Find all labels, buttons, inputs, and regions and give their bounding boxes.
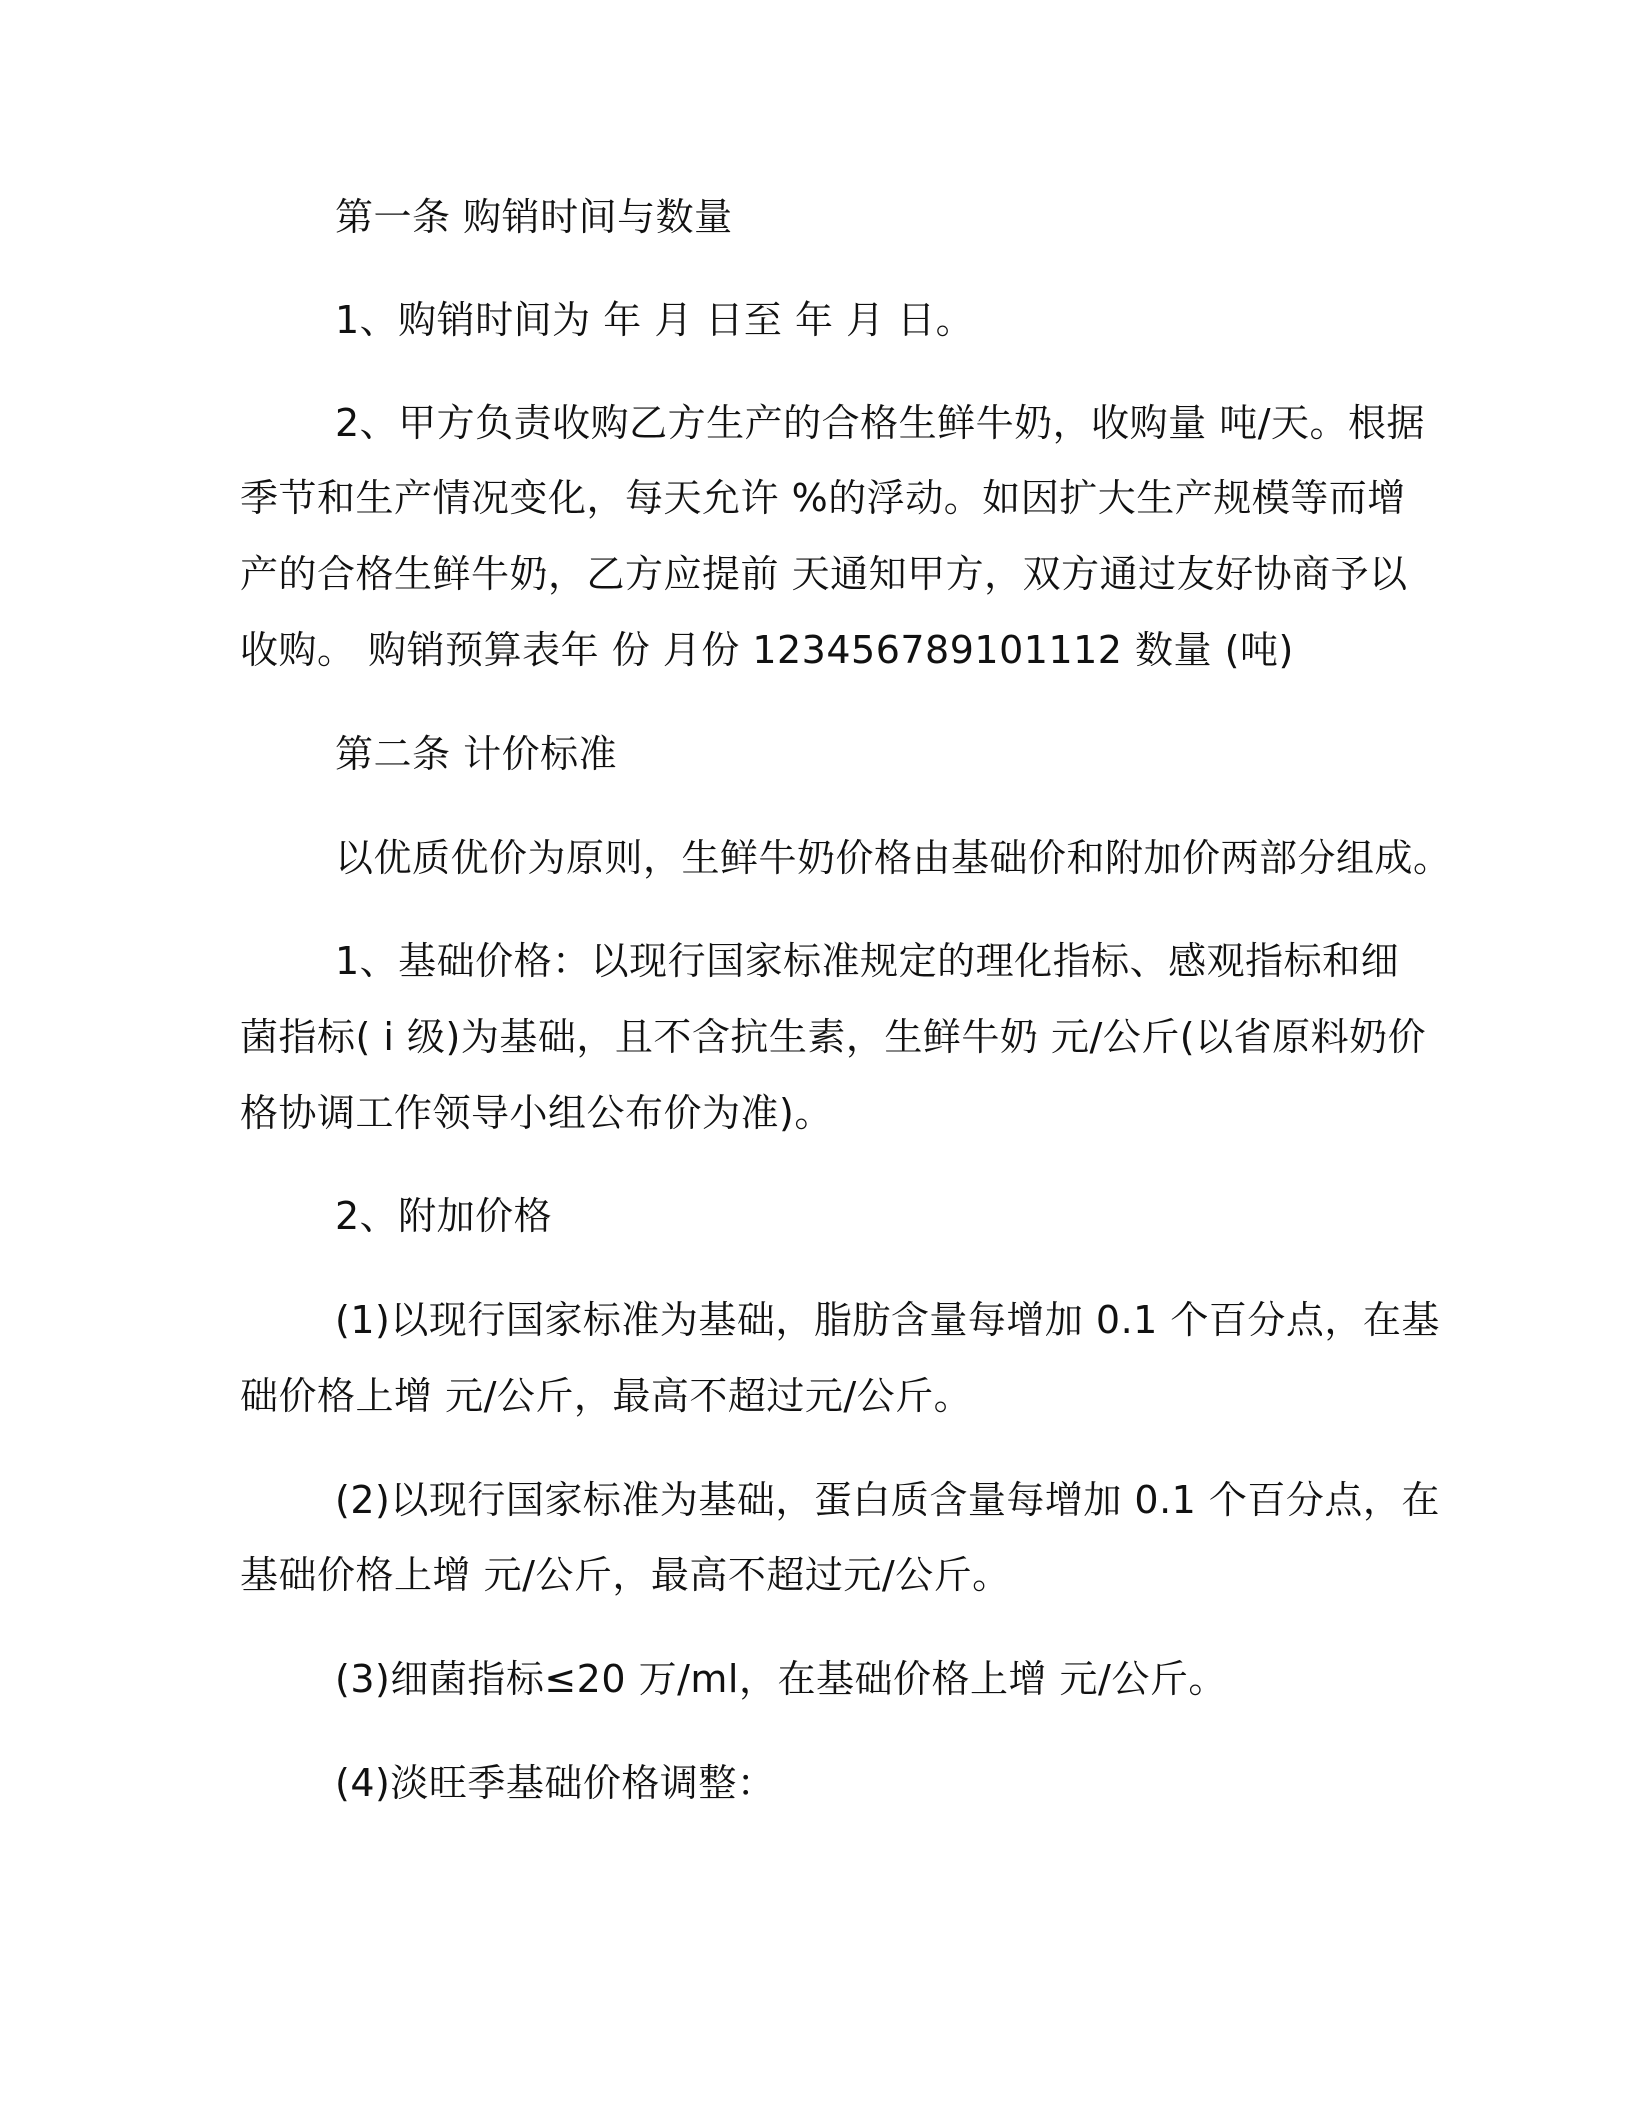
clause-2-1-line-1: 1、基础价格：以现行国家标准规定的理化指标、感观指标和细	[335, 939, 1400, 983]
pricing-principle: 以优质优价为原则，生鲜牛奶价格由基础价和附加价两部分组成。	[335, 836, 1452, 880]
clause-1-1: 1、购销时间为 年 月 日至 年 月 日。	[335, 298, 975, 342]
clause-1-2-line-3: 产的合格生鲜牛奶，乙方应提前 天通知甲方，双方通过友好协商予以	[240, 552, 1408, 596]
section-2-heading: 第二条 计价标准	[335, 732, 618, 776]
item-3: (3)细菌指标≤20 万/ml，在基础价格上增 元/公斤。	[335, 1657, 1227, 1701]
item-2-line-1: (2)以现行国家标准为基础，蛋白质含量每增加 0.1 个百分点，在	[335, 1478, 1440, 1522]
item-1-line-2: 础价格上增 元/公斤，最高不超过元/公斤。	[240, 1374, 973, 1418]
section-1-heading: 第一条 购销时间与数量	[335, 195, 733, 239]
item-2-line-2: 基础价格上增 元/公斤，最高不超过元/公斤。	[240, 1553, 1011, 1597]
item-1-line-1: (1)以现行国家标准为基础，脂肪含量每增加 0.1 个百分点，在基	[335, 1298, 1440, 1342]
clause-2-2-heading: 2、附加价格	[335, 1194, 553, 1238]
clause-1-2-line-2: 季节和生产情况变化，每天允许 %的浮动。如因扩大生产规模等而增	[240, 476, 1406, 520]
clause-1-2-line-4: 收购。 购销预算表年 份 月份 123456789101112 数量 (吨)	[240, 628, 1294, 672]
clause-2-1-line-3: 格协调工作领导小组公布价为准)。	[240, 1091, 833, 1135]
item-4: (4)淡旺季基础价格调整：	[335, 1761, 776, 1805]
clause-1-2-line-1: 2、甲方负责收购乙方生产的合格生鲜牛奶，收购量 吨/天。根据	[335, 401, 1426, 445]
clause-2-1-line-2: 菌指标( i 级)为基础，且不含抗生素，生鲜牛奶 元/公斤(以省原料奶价	[240, 1015, 1427, 1059]
